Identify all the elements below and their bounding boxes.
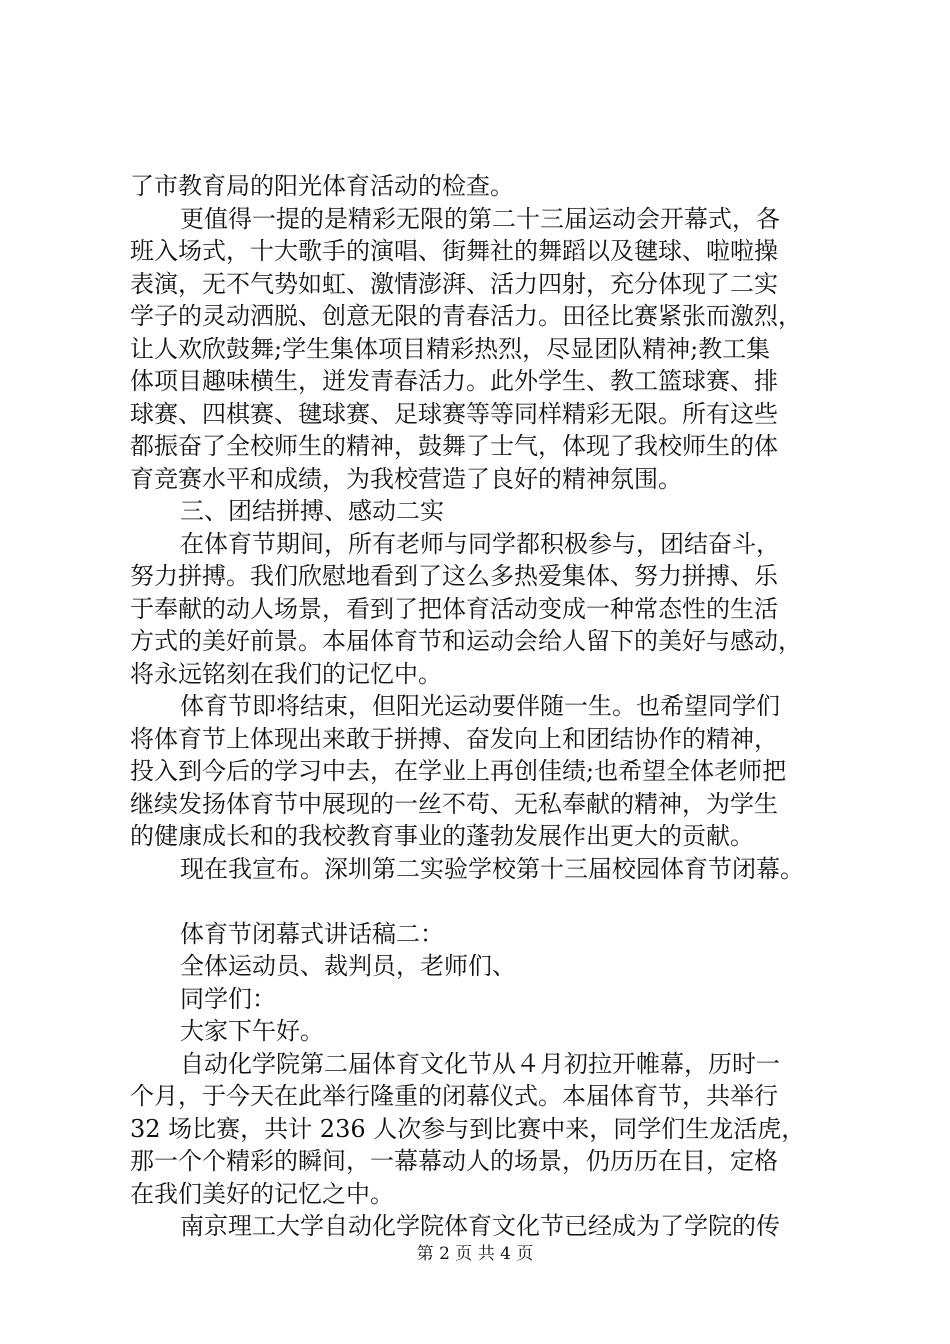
- blank-line: [130, 885, 848, 918]
- text-line: 投入到今后的学习中去，在学业上再创佳绩;也希望全体老师把: [130, 757, 787, 785]
- text-line: 努力拼搏。我们欣慰地看到了这么多热爱集体、努力拼搏、乐: [130, 562, 778, 590]
- text-line: 三、团结拼搏、感动二实: [180, 497, 444, 525]
- page-footer: 第 2 页 共 4 页: [416, 1244, 534, 1264]
- text-line: 大家下午好。: [180, 1017, 324, 1045]
- text-line: 全体运动员、裁判员，老师们、: [180, 952, 516, 980]
- text-line: 将永远铭刻在我们的记忆中。: [130, 659, 442, 688]
- text-line: 继续发扬体育节中展现的一丝不苟、无私奉献的精神，为学生: [130, 789, 778, 818]
- text-line: 班入场式，十大歌手的演唱、街舞社的舞蹈以及毽球、啦啦操: [130, 237, 778, 265]
- text-line: 球赛、四棋赛、毽球赛、足球赛等等同样精彩无限。所有这些: [130, 399, 778, 428]
- text-line: 都振奋了全校师生的精神，鼓舞了士气，体现了我校师生的体: [130, 432, 778, 460]
- text-line: 32 场比赛，共计 236 人次参与到比赛中来，同学们生龙活虎，: [130, 1114, 806, 1143]
- text-line: 那一个个精彩的瞬间，一幕幕动人的场景，仍历历在目，定格: [130, 1147, 778, 1175]
- text-line: 方式的美好前景。本届体育节和运动会给人留下的美好与感动，: [130, 627, 802, 655]
- text-line: 了市教育局的阳光体育活动的检查。: [130, 172, 514, 200]
- text-line: 自动化学院第二届体育文化节从４月初拉开帷幕，历时一: [180, 1049, 780, 1078]
- text-line: 让人欢欣鼓舞;学生集体项目精彩热烈，尽显团队精神;教工集: [130, 334, 771, 363]
- text-line: 体项目趣味横生，迸发青春活力。此外学生、教工篮球赛、排: [130, 367, 778, 395]
- text-line: 表演，无不气势如虹、激情澎湃、活力四射，充分体现了二实: [130, 269, 778, 298]
- text-line: 育竞赛水平和成绩，为我校营造了良好的精神氛围。: [130, 464, 682, 493]
- text-line: 更值得一提的是精彩无限的第二十三届运动会开幕式，各: [180, 204, 780, 233]
- text-line: 将体育节上体现出来敢于拼搏、奋发向上和团结协作的精神，: [130, 724, 778, 753]
- text-line: 学子的灵动洒脱、创意无限的青春活力。田径比赛紧张而激烈，: [130, 302, 802, 330]
- text-line: 的健康成长和的我校教育事业的蓬勃发展作出更大的贡献。: [130, 822, 754, 850]
- text-line: 于奉献的动人场景，看到了把体育活动变成一种常态性的生活: [130, 594, 778, 623]
- text-line: 在体育节期间，所有老师与同学都积极参与，团结奋斗，: [180, 529, 780, 558]
- text-line: 同学们：: [180, 984, 276, 1013]
- text-line: 体育节闭幕式讲话稿二：: [180, 919, 444, 948]
- text-line: 现在我宣布。深圳第二实验学校第十三届校园体育节闭幕。: [180, 854, 804, 883]
- text-line: 在我们美好的记忆之中。: [130, 1179, 394, 1208]
- text-line: 体育节即将结束，但阳光运动要伴随一生。也希望同学们: [180, 692, 780, 720]
- text-line: 南京理工大学自动化学院体育文化节已经成为了学院的传: [180, 1212, 780, 1240]
- document-body: [130, 170, 848, 1243]
- text-line: 个月，于今天在此举行隆重的闭幕仪式。本届体育节，共举行: [130, 1082, 778, 1110]
